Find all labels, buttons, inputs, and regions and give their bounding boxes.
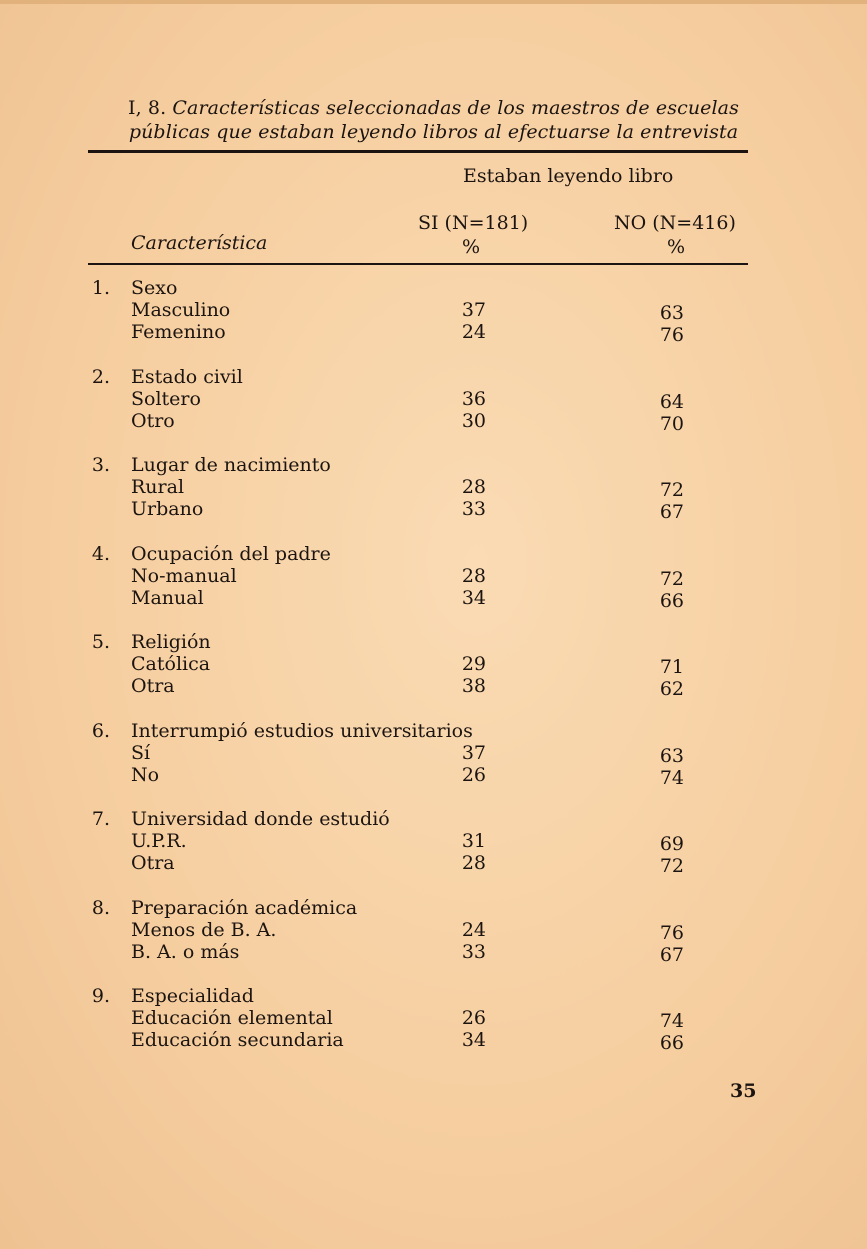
group-number: 2.: [91, 366, 110, 388]
value-no: 72: [659, 568, 684, 590]
page-top-edge: [0, 0, 867, 4]
value-si: 38: [461, 675, 486, 697]
value-si: 28: [461, 852, 486, 874]
group-label: Sexo: [131, 277, 178, 299]
value-si: 34: [461, 1029, 486, 1051]
group-number: 3.: [91, 454, 110, 476]
value-no: 64: [659, 391, 684, 413]
row-label: Femenino: [131, 321, 226, 343]
value-no: 63: [659, 745, 684, 767]
value-si: 28: [461, 476, 486, 498]
group-number: 5.: [91, 631, 110, 653]
value-si: 30: [461, 410, 486, 432]
row-label: Menos de B. A.: [131, 919, 277, 941]
value-no: 76: [659, 324, 684, 346]
value-no: 72: [659, 855, 684, 877]
group-label: Estado civil: [131, 366, 243, 388]
value-si: 37: [461, 299, 486, 321]
value-no: 69: [659, 833, 684, 855]
value-no: 67: [659, 501, 684, 523]
row-label: Católica: [131, 653, 211, 675]
table-title-line-2: públicas que estaban leyendo libros al efectuarse la entrevista: [128, 121, 739, 143]
row-label: Educación elemental: [131, 1007, 333, 1029]
value-si: 33: [461, 498, 486, 520]
row-label: Otra: [131, 852, 175, 874]
group-label: Especialidad: [131, 985, 254, 1007]
value-no: 66: [659, 590, 684, 612]
value-no: 63: [659, 302, 684, 324]
value-no: 70: [659, 413, 684, 435]
group-label: Religión: [131, 631, 211, 653]
group-label: Universidad donde estudió: [131, 808, 390, 830]
value-si: 26: [461, 1007, 486, 1029]
value-si: 24: [461, 919, 486, 941]
row-label: Sí: [131, 742, 151, 764]
value-si: 29: [461, 653, 486, 675]
value-si: 33: [461, 941, 486, 963]
value-si: 26: [461, 764, 486, 786]
header-group-label: Estaban leyendo libro: [463, 165, 674, 187]
value-si: 37: [461, 742, 486, 764]
value-no: 66: [659, 1032, 684, 1054]
group-label: Interrumpió estudios universitarios: [131, 720, 473, 742]
row-label: Otra: [131, 675, 175, 697]
table-title-line-1: [0, 96, 867, 120]
top-rule: [88, 150, 748, 153]
row-label: Soltero: [131, 388, 201, 410]
row-label: U.P.R.: [131, 830, 187, 852]
row-label: Otro: [131, 410, 175, 432]
table-title-text-1: Características seleccionadas de los maestros de escuelas: [172, 97, 739, 119]
header-pct-si: %: [462, 236, 481, 258]
row-label: Manual: [131, 587, 204, 609]
table-number: I, 8.: [128, 97, 167, 119]
row-label: Masculino: [131, 299, 231, 321]
value-no: 71: [659, 656, 684, 678]
value-no: 72: [659, 479, 684, 501]
group-number: 9.: [91, 985, 110, 1007]
header-col-si: SI (N=181): [418, 212, 529, 234]
value-no: 67: [659, 944, 684, 966]
value-si: 31: [461, 830, 486, 852]
row-label: Urbano: [131, 498, 204, 520]
group-number: 8.: [91, 897, 110, 919]
value-no: 62: [659, 678, 684, 700]
value-si: 34: [461, 587, 486, 609]
row-label: Educación secundaria: [131, 1029, 344, 1051]
group-label: Lugar de nacimiento: [131, 454, 331, 476]
row-label: No-manual: [131, 565, 237, 587]
header-group-spacer: [444, 199, 699, 200]
group-label: Preparación académica: [131, 897, 358, 919]
group-label: Ocupación del padre: [131, 543, 331, 565]
group-number: 7.: [91, 808, 110, 830]
value-si: 36: [461, 388, 486, 410]
group-number: 4.: [91, 543, 110, 565]
value-si: 28: [461, 565, 486, 587]
row-label: Rural: [131, 476, 185, 498]
header-pct-no: %: [667, 236, 686, 258]
value-no: 76: [659, 922, 684, 944]
value-no: 74: [659, 767, 684, 789]
group-number: 6.: [91, 720, 110, 742]
value-no: 74: [659, 1010, 684, 1032]
row-label: No: [131, 764, 160, 786]
header-rule: [88, 263, 748, 265]
page-number: 35: [730, 1080, 757, 1102]
group-number: 1.: [91, 277, 110, 299]
value-si: 24: [461, 321, 486, 343]
header-characteristic: Característica: [131, 232, 268, 254]
row-label: B. A. o más: [131, 941, 240, 963]
header-col-no: NO (N=416): [614, 212, 736, 234]
